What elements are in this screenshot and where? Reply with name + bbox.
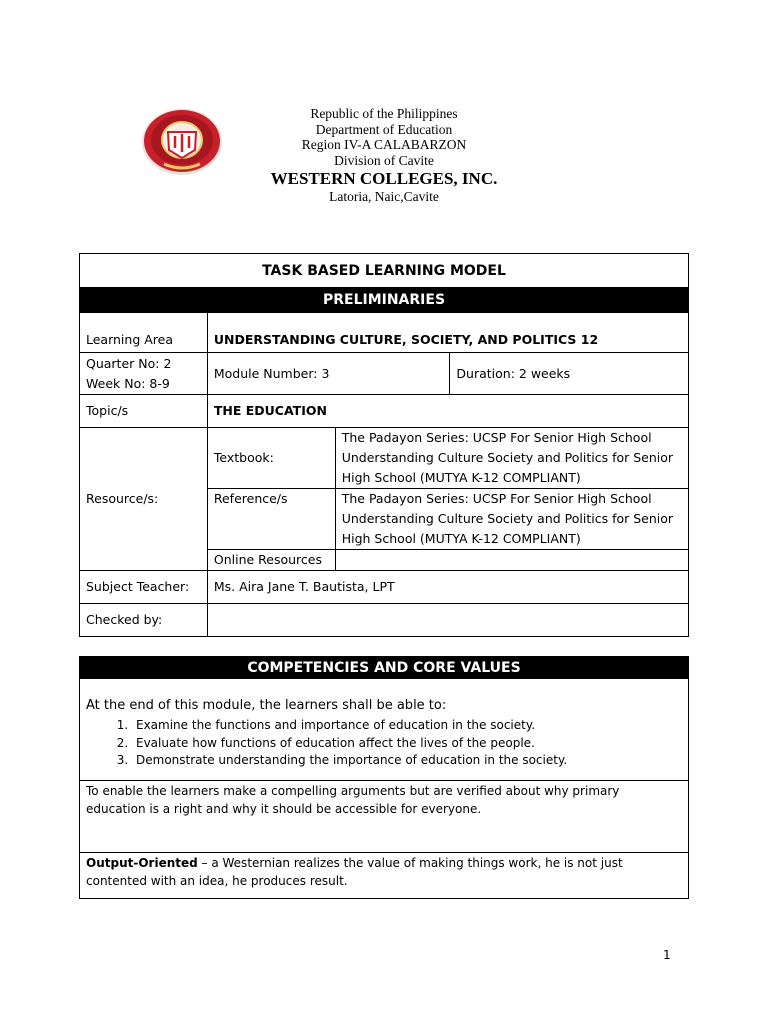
quarter-week-cell [80,353,208,395]
preliminaries-header: PRELIMINARIES [80,288,689,313]
resources-label: Resource/s: [80,428,208,571]
region-line: Region IV-A CALABARZON [301,137,467,152]
enable-objective: To enable the learners make a compelling arguments but are verified about why primary education is a right and why it should be accessible for everyone. [80,780,689,852]
core-value-label: Output-Oriented [86,855,198,870]
division-line: Division of Cavite [334,152,434,168]
competencies-header: COMPETENCIES AND CORE VALUES [80,657,689,679]
subject-teacher-label: Subject Teacher: [80,571,208,604]
competencies-intro: At the end of this module, the learners shall be able to: [86,698,447,713]
reference-label: Reference/s [207,489,335,550]
department-line: Department of Education [315,121,453,137]
competencies-cell [80,679,689,781]
topic-label: Topic/s [80,395,208,428]
learning-area-value: UNDERSTANDING CULTURE, SOCIETY, AND POLITICS 12 [207,313,688,353]
subject-teacher-value: Ms. Aira Jane T. Bautista, LPT [207,571,688,604]
online-resources-value [335,550,688,571]
core-value-text: – a Westernian realizes the value of making things work, he is not just contented with an idea, he produces result. [86,855,623,888]
core-value-cell [80,852,689,898]
list-item: 3. Demonstrate understanding the importance of education in the society. [132,752,682,770]
quarter-label: Quarter No: 2 [86,355,172,371]
textbook-value: The Padayon Series: UCSP For Senior High School Understanding Culture Society and Politics for Senior High School (MUTYA K-12 COMPLIANT) [335,428,688,489]
college-name: WESTERN COLLEGES, INC. [270,169,498,188]
duration: Duration: 2 weeks [450,353,689,395]
model-title: TASK BASED LEARNING MODEL [80,254,689,288]
preliminaries-table [79,253,689,637]
competencies-table [79,656,689,899]
topic-value: THE EDUCATION [207,395,688,428]
week-label: Week No: 8-9 [86,375,170,391]
letterhead [234,106,534,205]
checked-by-label: Checked by: [80,604,208,637]
school-seal-icon [140,106,224,178]
college-address: Latoria, Naic,Cavite [329,189,439,204]
list-item: 2. Evaluate how functions of education affect the lives of the people. [132,735,682,753]
learning-area-label: Learning Area [80,313,208,353]
online-resources-label: Online Resources [207,550,335,571]
textbook-label: Textbook: [207,428,335,489]
page-number: 1 [663,948,671,962]
reference-value: The Padayon Series: UCSP For Senior High School Understanding Culture Society and Politics for Senior High School (MUTYA K-12 COMPLIANT) [335,489,688,550]
checked-by-value [207,604,688,637]
module-number: Module Number: 3 [207,353,450,395]
republic-line: Republic of the Philippines [310,106,458,121]
list-item: 1. Examine the functions and importance of education in the society. [132,717,682,735]
competencies-list [86,717,682,770]
